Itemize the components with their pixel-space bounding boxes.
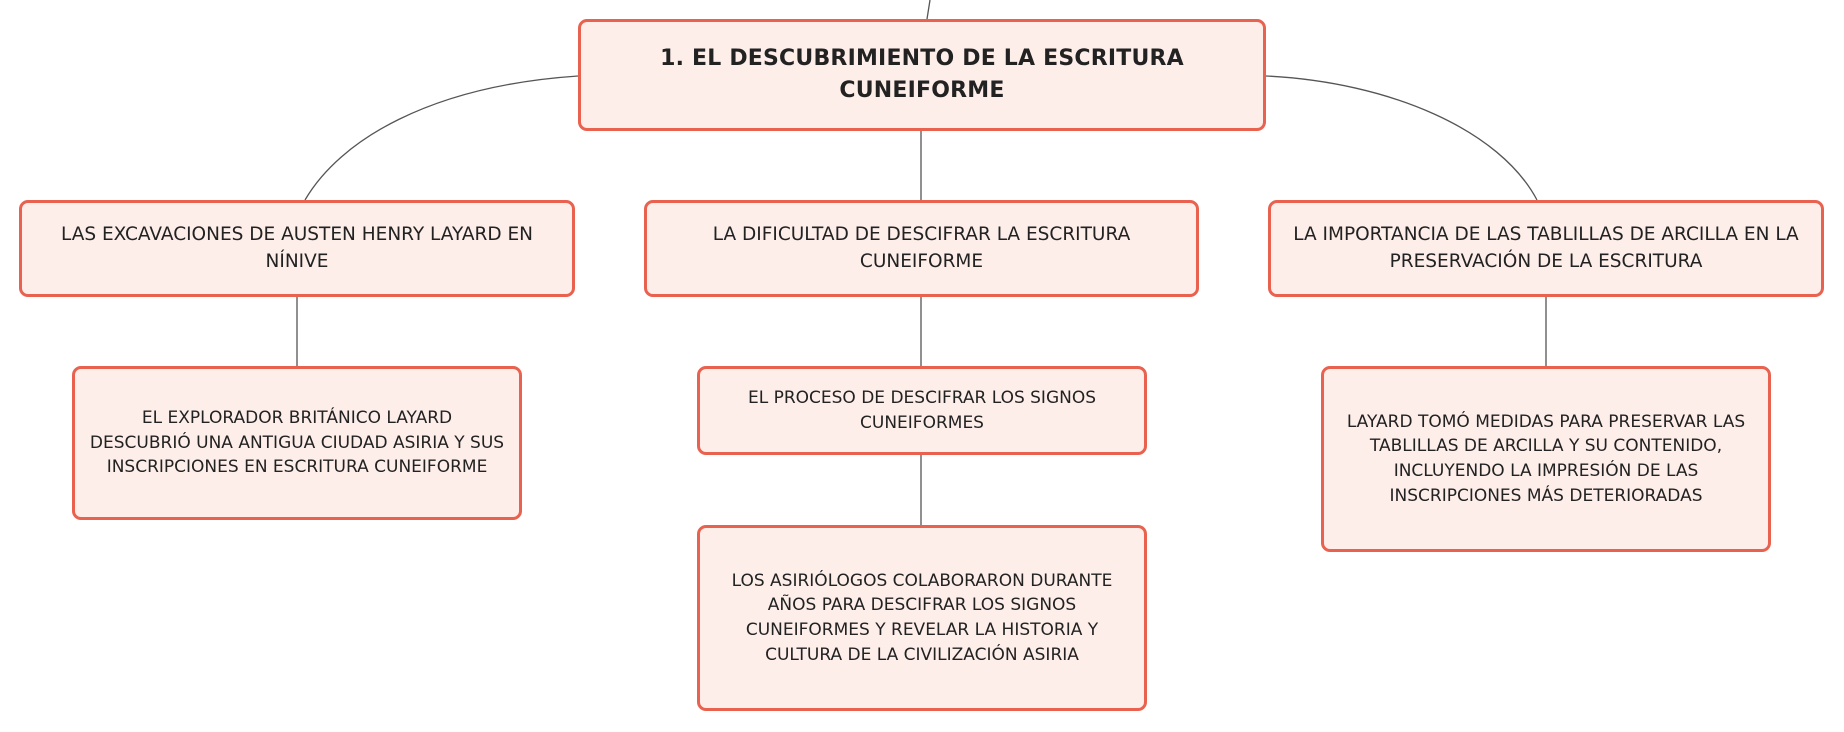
root-topic[interactable] (578, 19, 1266, 131)
branch-topic-label: LA IMPORTANCIA DE LAS TABLILLAS DE ARCILLA EN LA PRESERVACIÓN DE LA ESCRITURA (1293, 223, 1799, 272)
branch-topic-excavaciones[interactable] (19, 200, 575, 297)
branch-topic-dificultad[interactable] (644, 200, 1199, 297)
connector-root-branch-1 (305, 76, 578, 200)
connector-root-parent (927, 0, 930, 19)
subtopic-label: LAYARD TOMÓ MEDIDAS PARA PRESERVAR LAS TABLILLAS DE ARCILLA Y SU CONTENIDO, INCLUYENDO LA IMPRESIÓN DE LAS INSCRIPCIONES MÁS DETERIORADAS (1346, 411, 1746, 506)
subtopic-proceso-descifrar[interactable] (697, 366, 1147, 455)
root-topic-label: 1. EL DESCUBRIMIENTO DE LA ESCRITURA CUNEIFORME (660, 46, 1184, 103)
subtopic-label: EL PROCESO DE DESCIFRAR LOS SIGNOS CUNEIFORMES (747, 387, 1097, 433)
subtopic-layard-descubrio[interactable] (72, 366, 522, 520)
subtopic-layard-preservar[interactable] (1321, 366, 1771, 552)
subtopic-label: LOS ASIRIÓLOGOS COLABORARON DURANTE AÑOS PARA DESCIFRAR LOS SIGNOS CUNEIFORMES Y REVELAR LA HISTORIA Y CULTURA DE LA CIVILIZACIÓN ASIRIA (731, 570, 1113, 665)
branch-topic-label: LA DIFICULTAD DE DESCIFRAR LA ESCRITURA CUNEIFORME (712, 223, 1131, 272)
connector-root-branch-3 (1266, 76, 1537, 200)
branch-topic-tablillas[interactable] (1268, 200, 1824, 297)
branch-topic-label: LAS EXCAVACIONES DE AUSTEN HENRY LAYARD EN NÍNIVE (60, 223, 534, 272)
subtopic-label: EL EXPLORADOR BRITÁNICO LAYARD DESCUBRIÓ UNA ANTIGUA CIUDAD ASIRIA Y SUS INSCRIPCIONES EN ESCRITURA CUNEIFORME (89, 408, 505, 478)
subtopic-asiriologos[interactable] (697, 525, 1147, 711)
